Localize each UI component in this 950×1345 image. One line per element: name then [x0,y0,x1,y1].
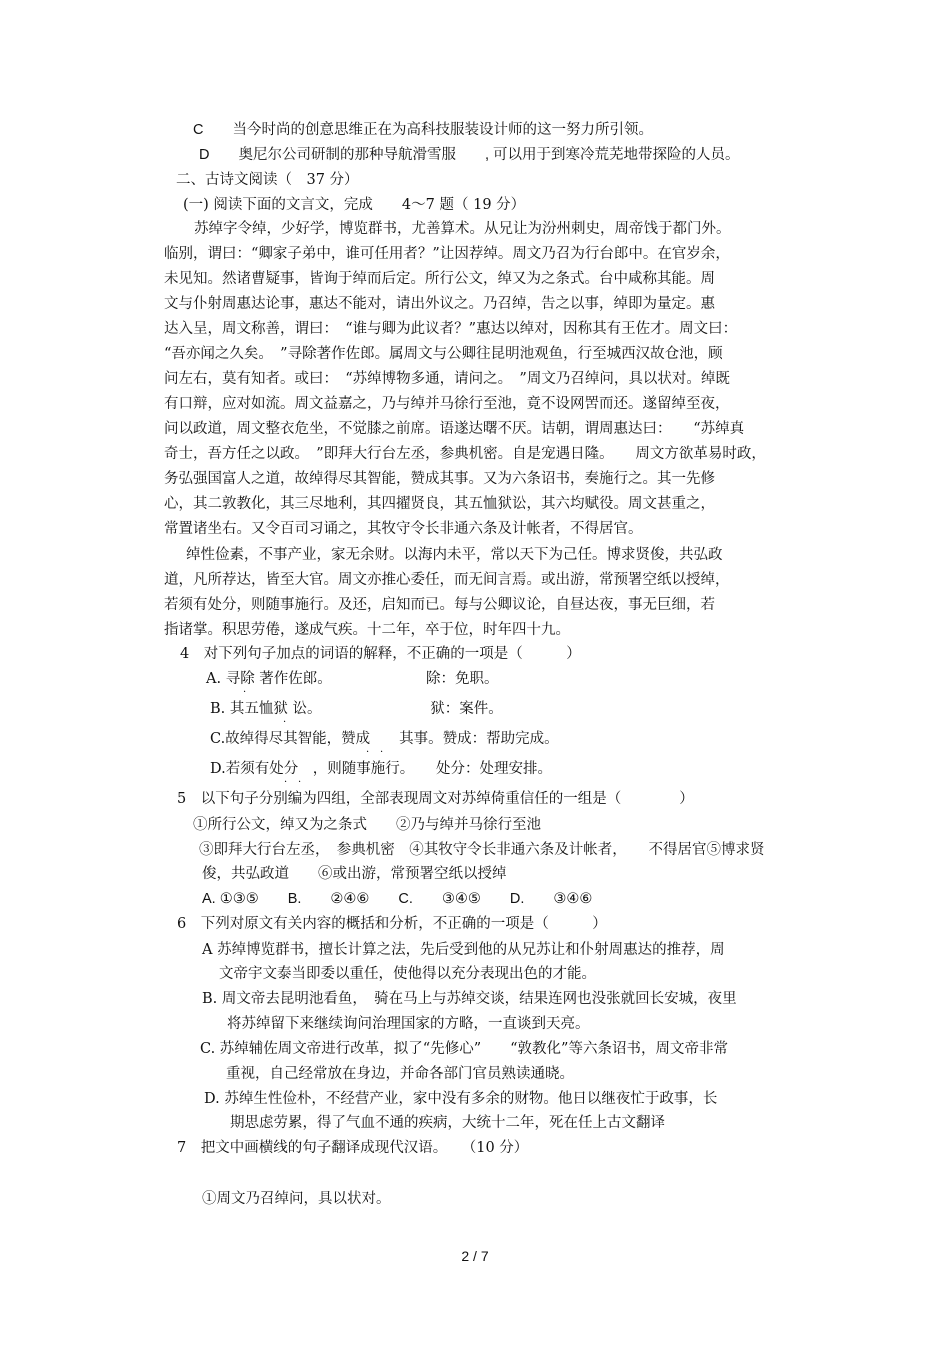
question-6-stem: 6 下列对原文有关内容的概括和分析，不正确的一项是（ ） [177,916,607,932]
passage-line: 未见知。然诸曹疑事，皆询于绰而后定。所行公文，绰又为之条式。台中咸称其能。周 [164,271,715,287]
passage-line: 临别，谓曰：“卿家子弟中，谁可任用者？”让因荐绰。周文乃召为行台郎中。在官岁余， [164,246,730,262]
emphasis-dot: · [243,687,247,698]
question-4-option-b: B. 其五恤狱 讼。 狱：案件。 [210,701,503,717]
question-5-options: A. ①③⑤ B. ②④⑥ C. ③④⑤ D. ③④⑥ [202,891,593,907]
question-6-option-c: 重视，自己经常放在身边，并命各部门官员熟读通晓。 [226,1066,574,1082]
passage-line: 若须有处分，则随事施行。及还，启知而已。每与公卿议论，自昼达夜，事无巨细，若 [164,597,715,613]
passage-line: 文与仆射周惠达论事，惠达不能对，请出外议之。乃召绰，告之以事，绰即为量定。惠 [164,296,715,312]
emphasis-dot: · [366,747,370,758]
subsection-heading: (一) 阅读下面的文言文，完成 4～7 题（ 19 分） [183,197,526,213]
question-6-option-d: D. 苏绰生性俭朴，不经营产业，家中没有多余的财物。他日以继夜忙于政事，长 [204,1091,718,1107]
passage-line: 达入呈，周文称善，谓曰： “谁与卿为此议者？”惠达以绰对，因称其有王佐才。周文曰： [164,321,738,337]
page-number: 2 / 7 [461,1248,489,1264]
question-7-stem: 7 把文中画横线的句子翻译成现代汉语。 （10 分） [177,1140,529,1156]
question-6-option-b: B. 周文帝去昆明池看鱼， 骑在马上与苏绰交谈，结果连网也没张就回长安城，夜里 [202,991,737,1007]
question-6-option-d: 期思虑劳累，得了气血不通的疾病，大统十二年，死在任上古文翻译 [230,1115,665,1131]
question-5-group-line: ①所行公文，绰又为之条式 ②乃与绰并马徐行至池 [193,817,541,833]
question-7-sentence-1: ①周文乃召绰问，具以状对。 [202,1191,391,1207]
question-6-option-a: 文帝宇文泰当即委以重任，使他得以充分表现出色的才能。 [219,966,596,982]
passage-line: 问左右，莫有知者。或曰： “苏绰博物多通，请问之。 ”周文乃召绰问，具以状对。绰既 [164,371,730,387]
question-4-stem: 4 对下列句子加点的词语的解释，不正确的一项是（ ） [180,646,581,662]
passage-line: 苏绰字令绰，少好学，博览群书，尤善算术。从兄让为汾州刺史，周帝饯于都门外。 [194,221,731,237]
passage-line: 常置诸坐右。又令百司习诵之，其牧守令长非通六条及计帐者，不得居官。 [164,521,643,537]
option-c-line: C 当今时尚的创意思维正在为高科技服装设计师的这一努力所引领。 [193,122,653,138]
question-6-option-c: C. 苏绰辅佐周文帝进行改革，拟了“先修心” “敦教化”等六条诏书，周文帝非常 [200,1041,728,1057]
emphasis-dot: · [298,777,302,788]
section-heading: 二、古诗文阅读（ 37 分） [176,172,359,188]
question-5-group-line: 俊，共弘政道 ⑥或出游，常预署空纸以授绰 [202,866,507,882]
emphasis-dot: · [284,777,288,788]
passage-line: 务弘强国富人之道，故绰得尽其智能，赞成其事。又为六条诏书，奏施行之。其一先修 [164,471,715,487]
question-5-stem: 5 以下句子分别编为四组，全部表现周文对苏绰倚重信任的一组是（ ） [177,791,694,807]
passage-line: 问以政道，周文整衣危坐，不觉膝之前席。语遂达曙不厌。诘朝，谓周惠达曰： “苏绰真 [164,421,745,437]
passage-line: 道，凡所荐达，皆至大官。周文亦推心委任，而无间言焉。或出游，常预署空纸以授绰， [164,572,730,588]
passage-line: 奇士，吾方任之以政。 ”即拜大行台左丞，参典机密。自是宠遇日隆。 周文方欲革易时政， [164,446,766,462]
passage-line: 指诸掌。积思劳倦，遂成气疾。十二年，卒于位，时年四十九。 [164,622,570,638]
emphasis-dot: · [283,717,287,728]
question-6-option-a: A 苏绰博览群书，擅长计算之法，先后受到他的从兄苏让和仆射周惠达的推荐，周 [202,942,725,958]
emphasis-dot: · [380,747,384,758]
option-d-line: D 奥尼尔公司研制的那种导航滑雪服 , 可以用于到寒冷荒芜地带探险的人员。 [199,147,740,163]
passage-line: 心，其二敦教化，其三尽地利，其四擢贤良，其五恤狱讼，其六均赋役。周文甚重之， [164,496,715,512]
question-4-option-d: D.若须有处分 ，则随事施行。 处分：处理安排。 [210,761,552,777]
question-4-option-c: C.故绰得尽其智能，赞成 其事。赞成：帮助完成。 [210,731,559,747]
question-6-option-b: 将苏绰留下来继续询问治理国家的方略，一直谈到天亮。 [227,1016,590,1032]
passage-line: 绰性俭素，不事产业，家无余财。以海内未平，常以天下为己任。博求贤俊，共弘政 [186,547,723,563]
passage-line: “吾亦闻之久矣。 ”寻除著作佐郎。属周文与公卿往昆明池观鱼，行至城西汉故仓池，顾 [164,346,723,362]
passage-line: 有口辩，应对如流。周文益嘉之，乃与绰并马徐行至池，竟不设网罟而还。遂留绰至夜， [164,396,730,412]
question-4-option-a: A. 寻除 著作佐郎。 除：免职。 [206,671,499,687]
question-5-group-line: ③即拜大行台左丞， 参典机密 ④其牧守令长非通六条及计帐者， 不得居官⑤博求贤 [199,842,765,858]
